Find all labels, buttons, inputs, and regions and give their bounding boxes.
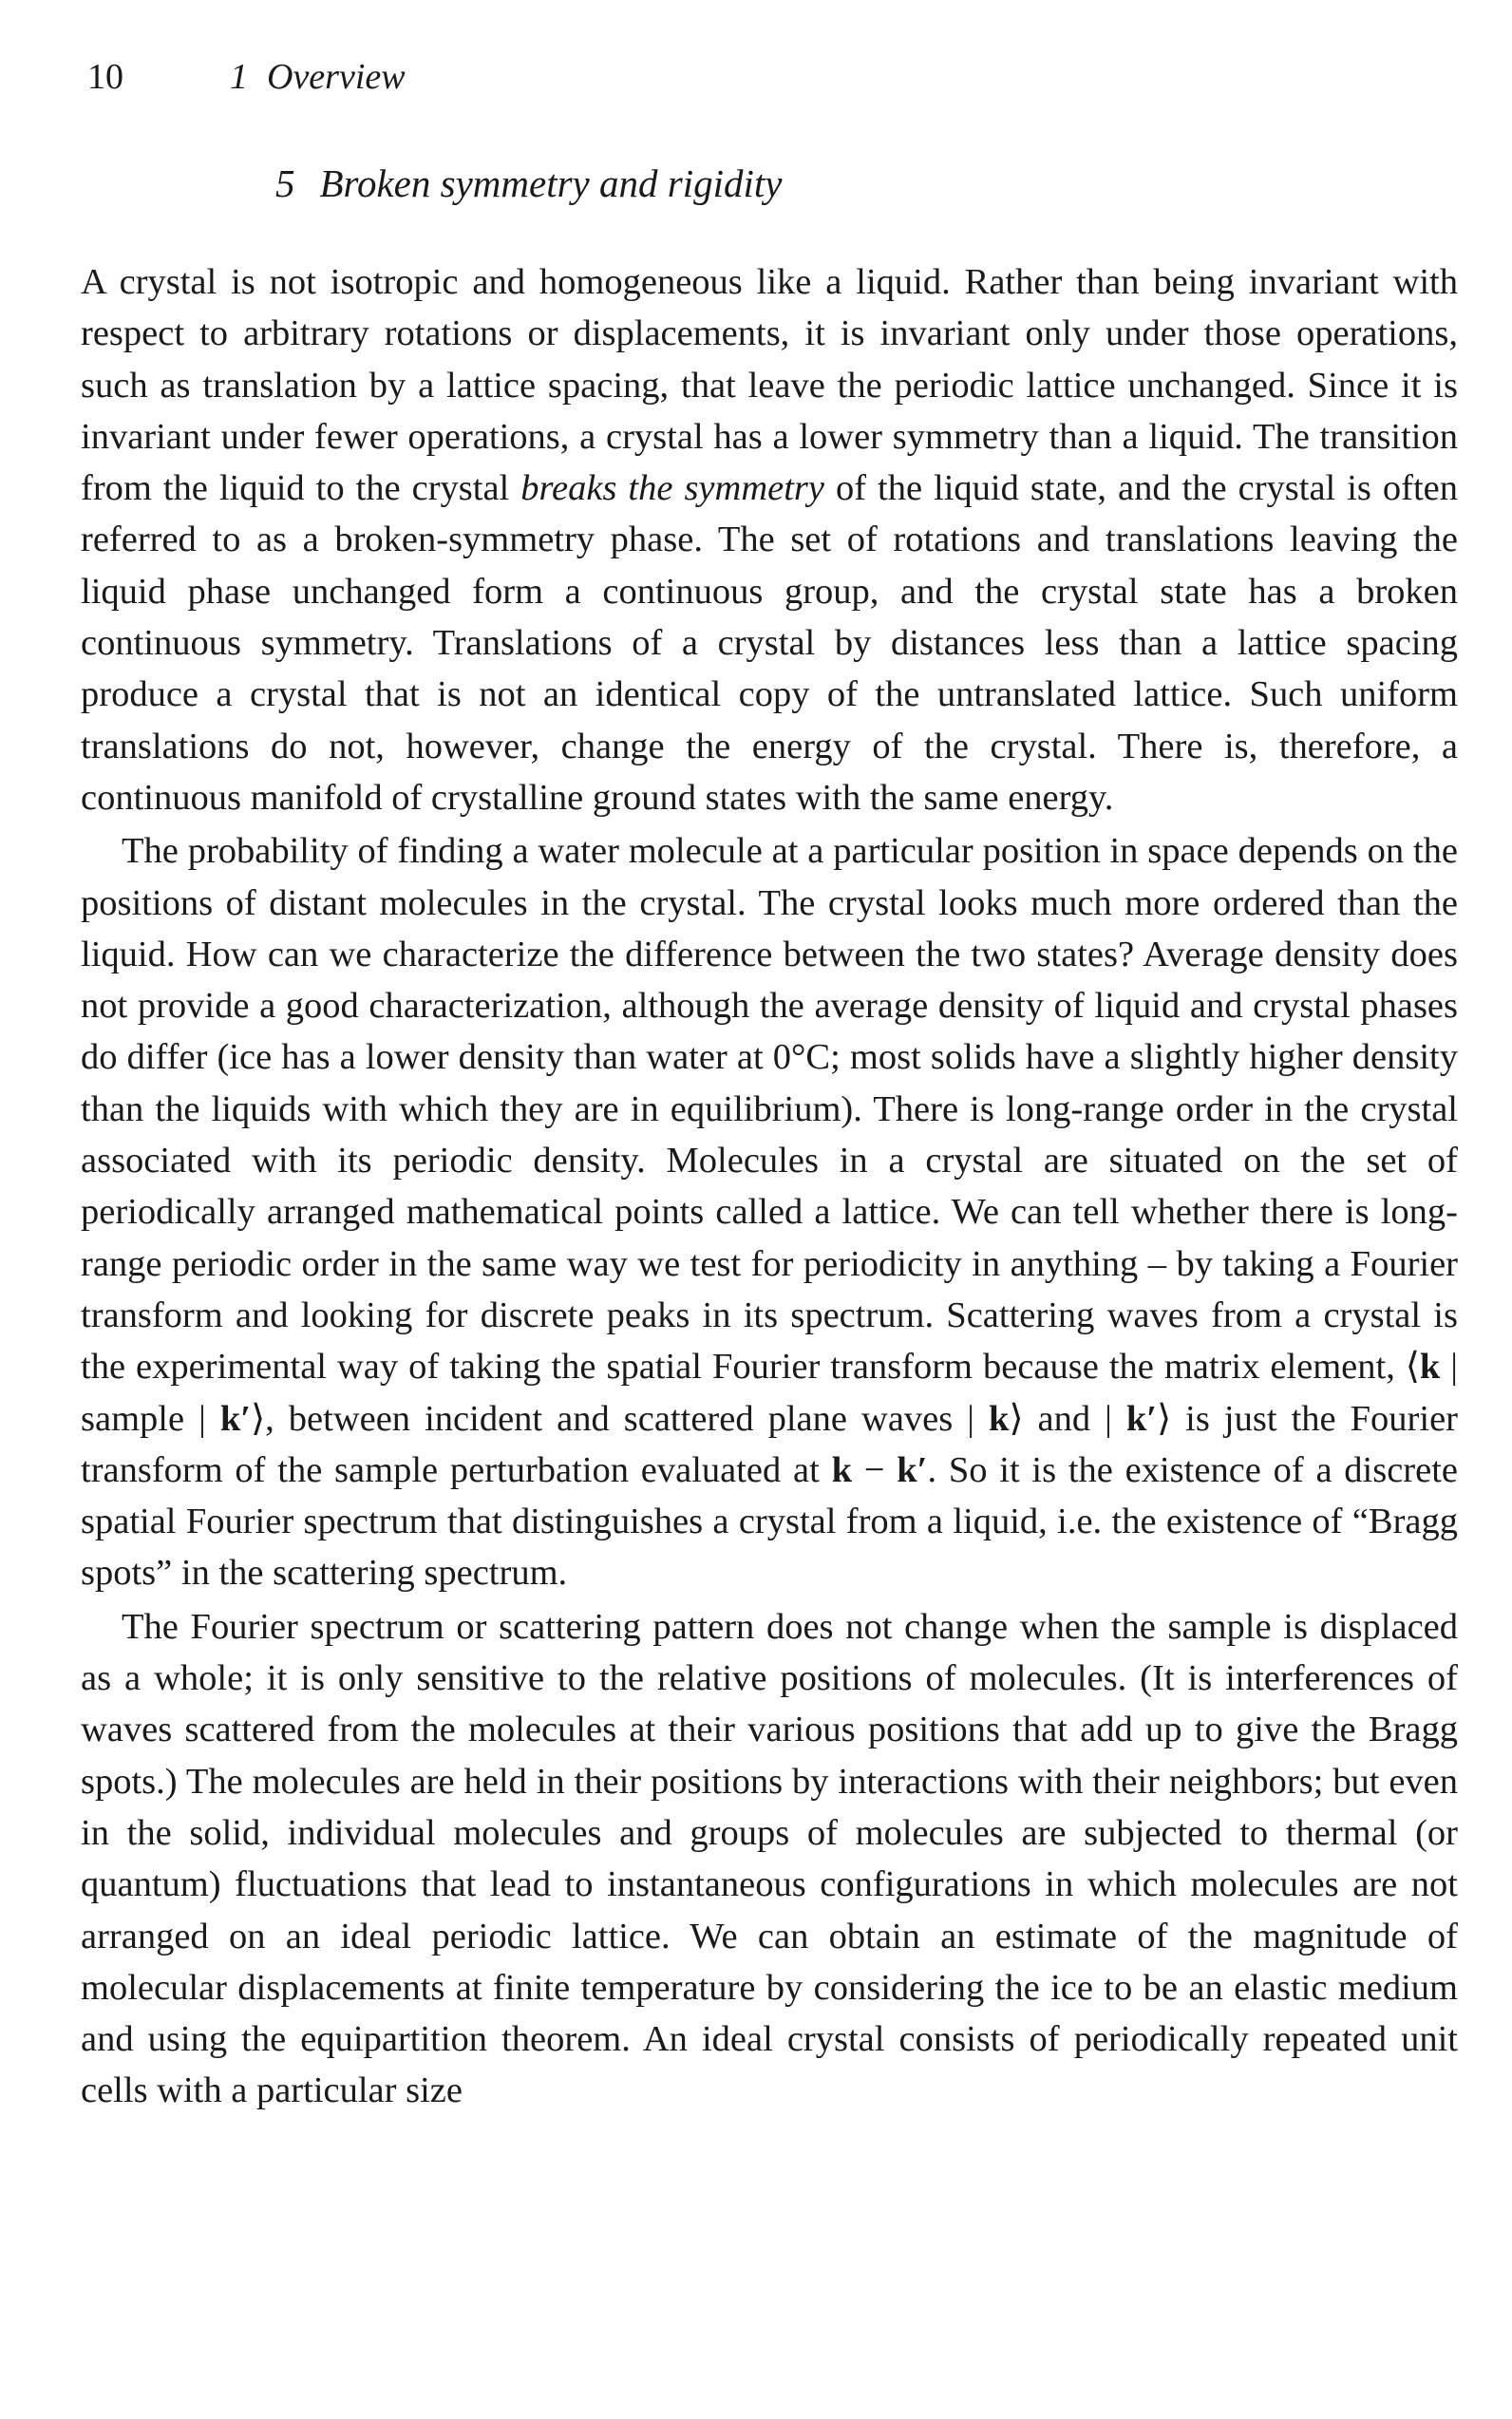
section-title: Broken symmetry and rigidity — [319, 161, 783, 205]
body-text — [81, 256, 1458, 2117]
paragraph-1-emphasis: breaks the symmetry — [520, 468, 824, 509]
paragraph-1-text-a: A crystal is not isotropic and homogeneous like a liquid. Rather than being invariant with respect to arbitrary rotations or displacements, it is invariant only under those operations, such as translation by a lattice spacing, that leave the periodic lattice unchanged. Since it is invariant under fewer operations, a crystal has a lower symmetry than a liquid. The transition from the liquid to the crystal — [81, 262, 1458, 509]
section-number: 5 — [275, 161, 295, 205]
vector-k: k — [831, 1449, 852, 1490]
vector-k-prime: k′ — [897, 1449, 928, 1490]
chapter-number: 1 — [230, 57, 248, 97]
paragraph-2-text-a: The probability of finding a water molecule at a particular position in space depends on the positions of distant molecules in the crystal. The crystal looks much more ordered than the liquid. How can we characterize the difference between the two states? Average density does not provide a good characterization, although the average density of liquid and crystal phases do differ (ice has a lower density than water at 0°C; most solids have a slightly higher density than the liquids with which they are in equilibrium). There is long-range order in the crystal associated with its periodic density. Molecules in a crystal are situated on the set of periodically arranged mathematical points called a lattice. We can tell whether there is long-range periodic order in the same way we test for periodicity in anything – by taking a Fourier transform and looking for discrete peaks in its spectrum. Scattering waves from a crystal is the experimental way of taking the spatial Fourier transform because the matrix element, ⟨ — [81, 831, 1458, 1388]
page-number: 10 — [87, 57, 123, 97]
vector-k: k — [1419, 1347, 1441, 1388]
paragraph-2 — [81, 825, 1458, 1598]
paragraph-2-text-g: . So it is the existence of a discrete spatial Fourier spectrum that distinguishes a crystal from a liquid, i.e. the existence of “Bragg spots” in the scattering spectrum. — [81, 1449, 1458, 1594]
paragraph-2-text-b: | sample | — [81, 1347, 1458, 1439]
chapter-title: Overview — [267, 57, 406, 97]
paragraph-2-text-f: − — [851, 1449, 898, 1490]
vector-k-prime: k′ — [219, 1398, 252, 1439]
vector-k-prime: k′ — [1125, 1398, 1158, 1439]
paragraph-2-text-c: ⟩, between incident and scattered plane waves | — [251, 1398, 990, 1439]
vector-k: k — [989, 1398, 1010, 1439]
paragraph-1-text-b: of the liquid state, and the crystal is often referred to as a broken-symmetry phase. The set of rotations and translations leaving the liquid phase unchanged form a continuous group, and the crystal state has a broken continuous symmetry. Translations of a crystal by distances less than a lattice spacing produce a crystal that is not an identical copy of the untranslated lattice. Such uniform translations do not, however, change the energy of the crystal. There is, therefore, a continuous manifold of crystalline ground states with the same energy. — [81, 468, 1458, 818]
paragraph-3-text-a: The Fourier spectrum or scattering pattern does not change when the sample is displaced as a whole; it is only sensitive to the relative positions of molecules. (It is interferences of waves scattered from the molecules at their various positions that add up to give the Bragg spots.) The molecules are held in their positions by interactions with their neighbors; but even in the solid, individual molecules and groups of molecules are subjected to thermal (or quantum) fluctuations that lead to instantaneous configurations in which molecules are not arranged on an ideal periodic lattice. We can obtain an estimate of the magnitude of molecular displacements at finite temperature by considering the ice to be an elastic medium and using the equipartition theorem. An ideal crystal consists of periodically repeated unit cells with a particular size — [81, 1606, 1458, 2111]
paragraph-3 — [81, 1601, 1458, 2117]
paragraph-2-text-d: ⟩ and | — [1009, 1398, 1126, 1439]
paragraph-2-text-e: ⟩ is just the Fourier transform of the sample perturbation evaluated at — [81, 1398, 1458, 1490]
section-heading — [275, 160, 782, 207]
running-head — [87, 55, 406, 99]
paragraph-1 — [81, 256, 1458, 823]
